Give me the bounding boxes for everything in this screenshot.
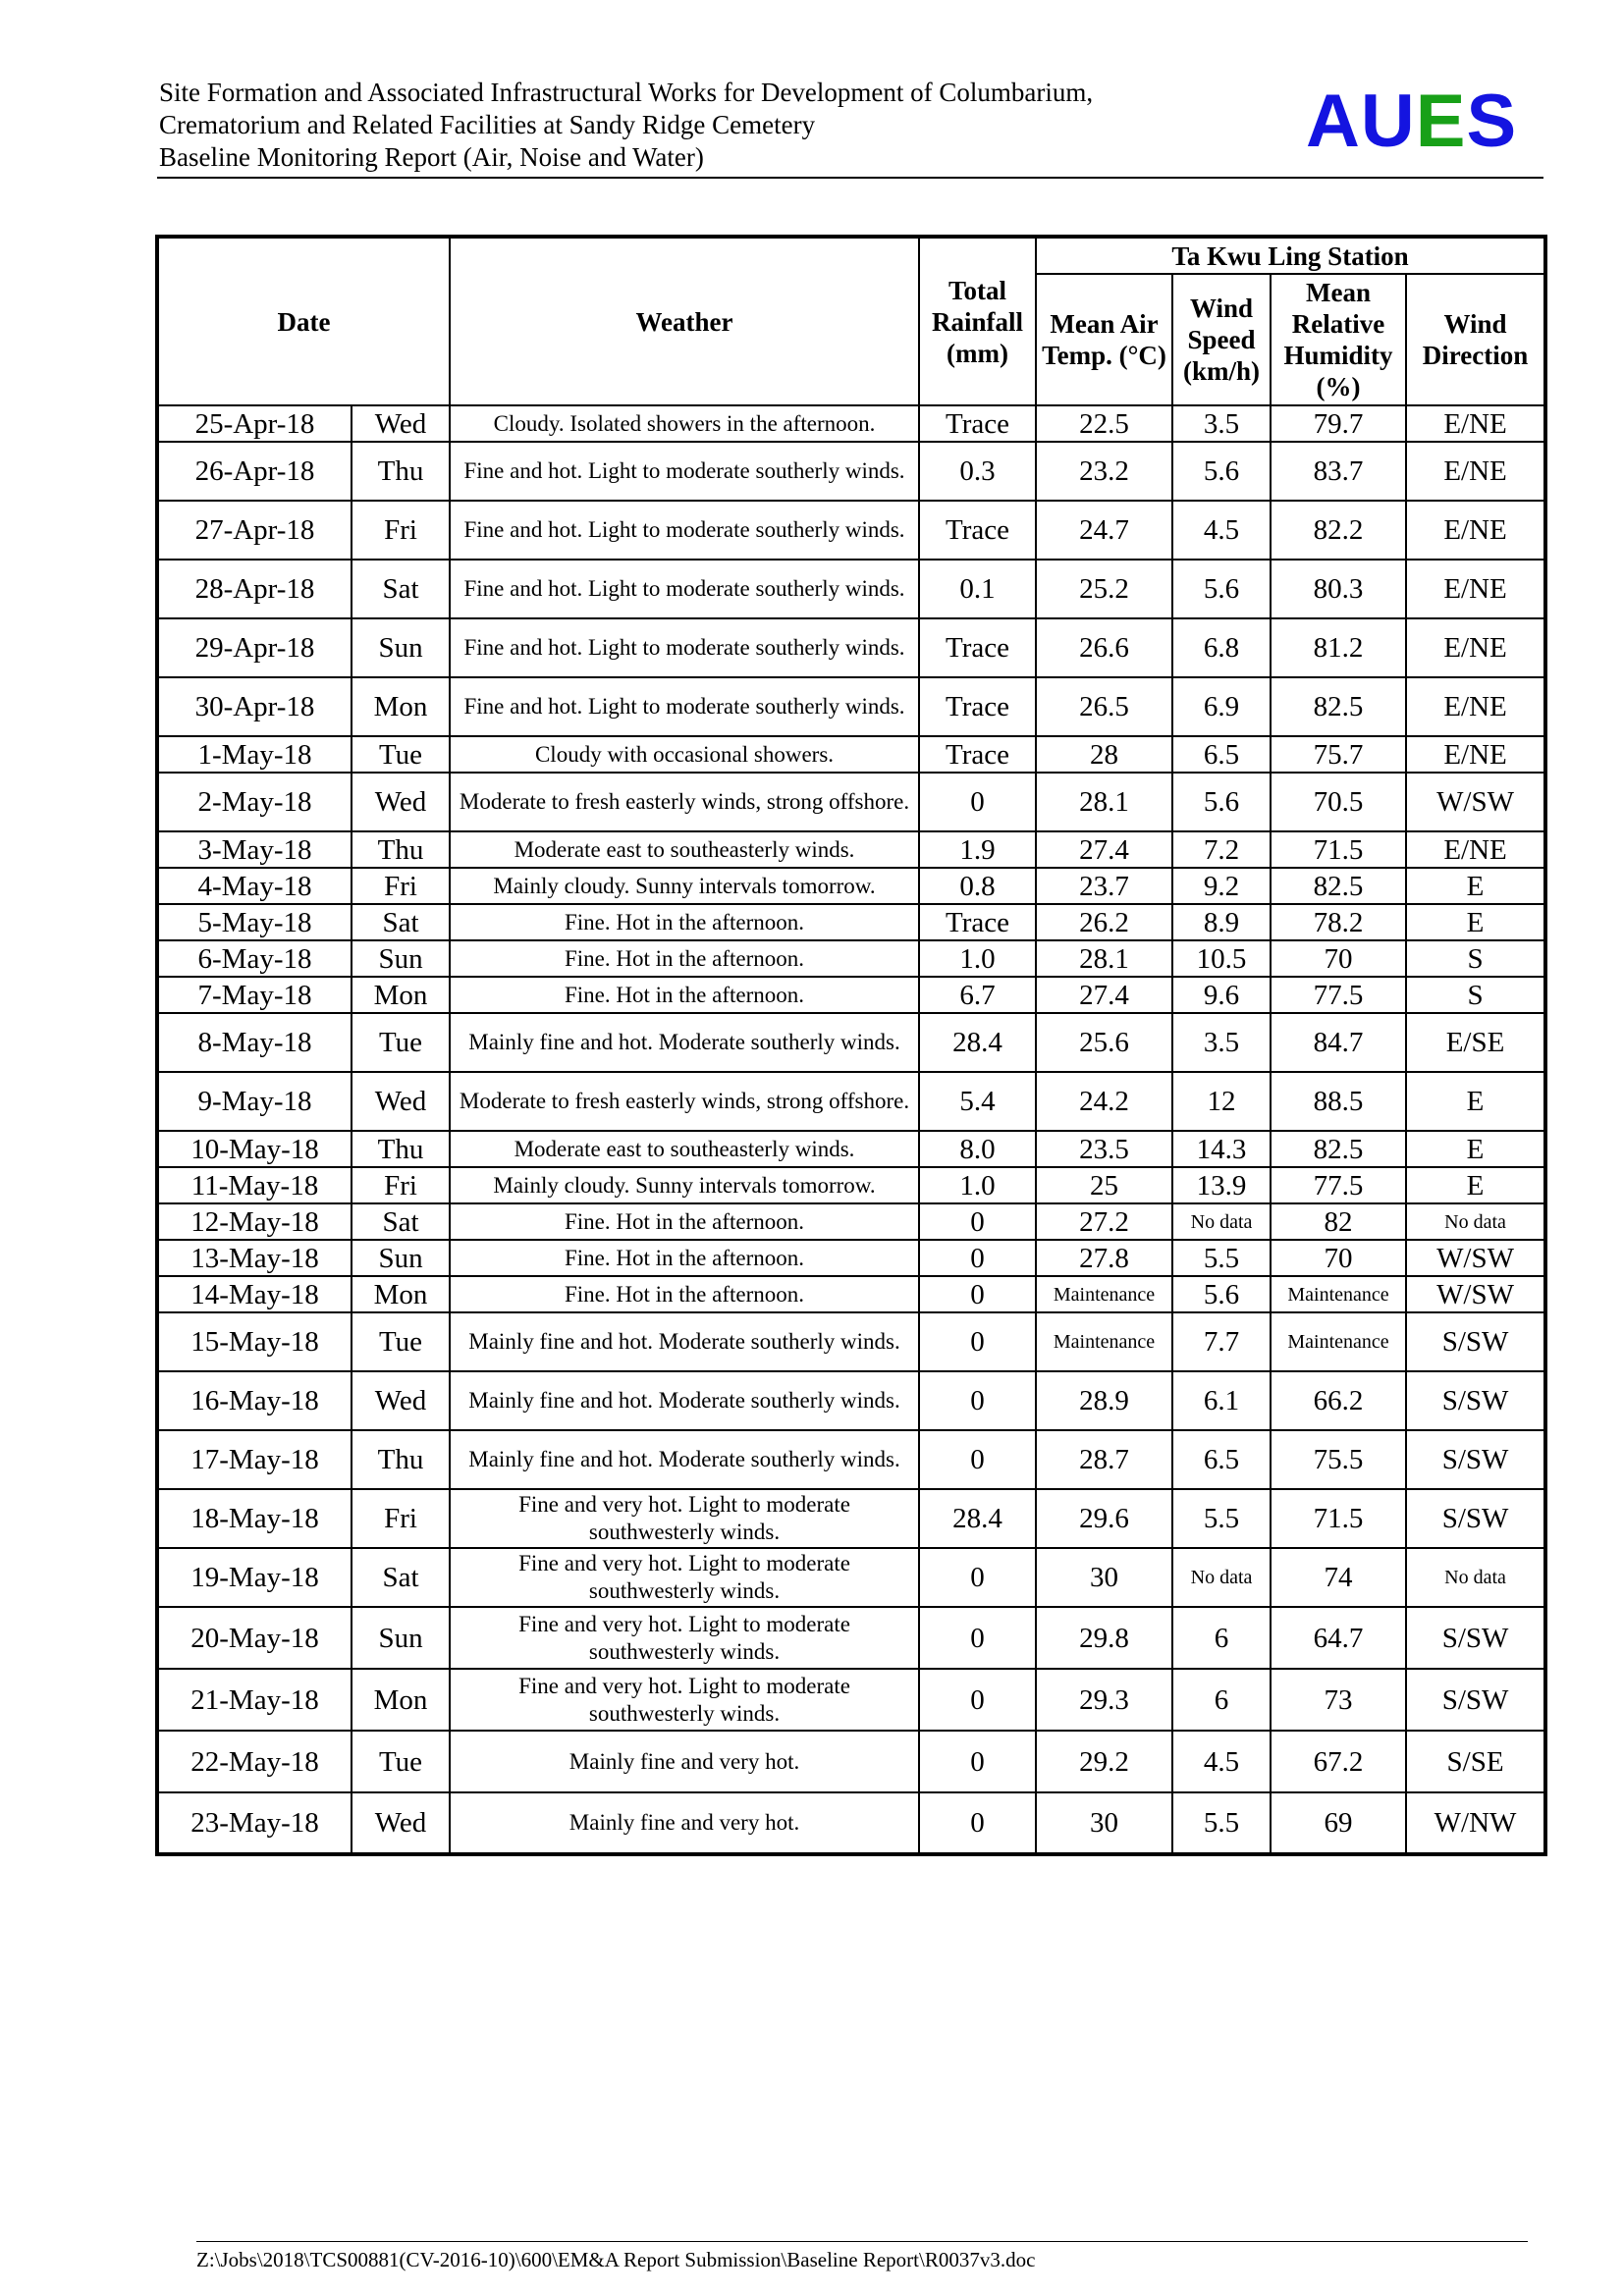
- day-cell: Tue: [352, 1312, 450, 1371]
- table-row: [157, 1312, 1545, 1371]
- header-title-line-1: Site Formation and Associated Infrastructural Works for Development of Columbarium,: [159, 78, 1094, 107]
- temp-cell: 23.2: [1036, 442, 1172, 501]
- table-row: [157, 904, 1545, 940]
- rainfall-cell: 1.0: [919, 1167, 1036, 1203]
- table-row: [157, 618, 1545, 677]
- table-row: [157, 1167, 1545, 1203]
- date-cell: 3-May-18: [157, 831, 352, 868]
- weather-cell: Fine and very hot. Light to moderate southwesterly winds.: [450, 1607, 919, 1669]
- header-wind-speed: Wind Speed (km/h): [1172, 274, 1271, 405]
- humidity-cell: 77.5: [1271, 977, 1406, 1013]
- rainfall-cell: 0: [919, 1312, 1036, 1371]
- wind-direction-cell: E/NE: [1406, 831, 1545, 868]
- temp-cell: 26.6: [1036, 618, 1172, 677]
- wind-direction-cell: E: [1406, 1072, 1545, 1131]
- date-cell: 22-May-18: [157, 1731, 352, 1792]
- logo-part-2: E: [1415, 80, 1467, 163]
- day-cell: Mon: [352, 1669, 450, 1731]
- table-row: [157, 1131, 1545, 1167]
- header-wind-direction: Wind Direction: [1406, 274, 1545, 405]
- humidity-cell: 70: [1271, 940, 1406, 977]
- temp-cell: 29.3: [1036, 1669, 1172, 1731]
- date-cell: 20-May-18: [157, 1607, 352, 1669]
- wind-speed-cell: 4.5: [1172, 1731, 1271, 1792]
- table-row: [157, 1072, 1545, 1131]
- day-cell: Sun: [352, 1607, 450, 1669]
- weather-cell: Mainly fine and hot. Moderate southerly winds.: [450, 1312, 919, 1371]
- wind-speed-cell: 9.2: [1172, 868, 1271, 904]
- rainfall-cell: 28.4: [919, 1489, 1036, 1548]
- wind-speed-cell: 5.6: [1172, 442, 1271, 501]
- weather-cell: Fine. Hot in the afternoon.: [450, 940, 919, 977]
- table-row: [157, 831, 1545, 868]
- rainfall-cell: 8.0: [919, 1131, 1036, 1167]
- temp-cell: 25: [1036, 1167, 1172, 1203]
- rainfall-cell: 6.7: [919, 977, 1036, 1013]
- wind-direction-cell: E/NE: [1406, 736, 1545, 773]
- weather-cell: Mainly cloudy. Sunny intervals tomorrow.: [450, 1167, 919, 1203]
- table-row: [157, 1240, 1545, 1276]
- temp-cell: 24.2: [1036, 1072, 1172, 1131]
- temp-cell: 29.6: [1036, 1489, 1172, 1548]
- rainfall-cell: Trace: [919, 618, 1036, 677]
- date-cell: 4-May-18: [157, 868, 352, 904]
- date-cell: 2-May-18: [157, 773, 352, 831]
- temp-cell: 28.7: [1036, 1430, 1172, 1489]
- header-title-line-3: Baseline Monitoring Report (Air, Noise and Water): [159, 142, 704, 172]
- humidity-cell: 82.2: [1271, 501, 1406, 560]
- wind-speed-cell: 6: [1172, 1607, 1271, 1669]
- day-cell: Thu: [352, 1430, 450, 1489]
- table-row: [157, 1489, 1545, 1548]
- weather-cell: Fine. Hot in the afternoon.: [450, 1240, 919, 1276]
- temp-cell: 29.2: [1036, 1731, 1172, 1792]
- date-cell: 9-May-18: [157, 1072, 352, 1131]
- aues-logo: [1306, 80, 1518, 163]
- humidity-cell: 74: [1271, 1548, 1406, 1607]
- wind-direction-cell: S: [1406, 940, 1545, 977]
- humidity-cell: 73: [1271, 1669, 1406, 1731]
- temp-cell: 27.8: [1036, 1240, 1172, 1276]
- weather-cell: Fine and hot. Light to moderate southerly winds.: [450, 501, 919, 560]
- humidity-cell: 82.5: [1271, 1131, 1406, 1167]
- wind-speed-cell: 12: [1172, 1072, 1271, 1131]
- rainfall-cell: 0: [919, 1731, 1036, 1792]
- wind-speed-cell: 5.6: [1172, 1276, 1271, 1312]
- rainfall-cell: Trace: [919, 904, 1036, 940]
- wind-direction-cell: E/SE: [1406, 1013, 1545, 1072]
- table-row: [157, 1792, 1545, 1854]
- temp-cell: 27.4: [1036, 977, 1172, 1013]
- logo-part-3: S: [1466, 80, 1518, 163]
- wind-direction-cell: E/NE: [1406, 442, 1545, 501]
- temp-cell: 23.7: [1036, 868, 1172, 904]
- wind-direction-cell: W/SW: [1406, 1240, 1545, 1276]
- weather-cell: Fine. Hot in the afternoon.: [450, 977, 919, 1013]
- day-cell: Thu: [352, 1131, 450, 1167]
- header-station: Ta Kwu Ling Station: [1036, 237, 1545, 274]
- weather-cell: Fine. Hot in the afternoon.: [450, 1276, 919, 1312]
- rainfall-cell: 0: [919, 1607, 1036, 1669]
- weather-cell: Fine and hot. Light to moderate southerly winds.: [450, 442, 919, 501]
- rainfall-cell: 1.9: [919, 831, 1036, 868]
- wind-speed-cell: 5.5: [1172, 1489, 1271, 1548]
- wind-direction-cell: S/SW: [1406, 1669, 1545, 1731]
- wind-speed-cell: 13.9: [1172, 1167, 1271, 1203]
- wind-direction-cell: W/NW: [1406, 1792, 1545, 1854]
- wind-direction-cell: S: [1406, 977, 1545, 1013]
- day-cell: Sun: [352, 1240, 450, 1276]
- humidity-cell: 79.7: [1271, 405, 1406, 442]
- humidity-cell: 69: [1271, 1792, 1406, 1854]
- table-row: [157, 940, 1545, 977]
- day-cell: Mon: [352, 977, 450, 1013]
- date-cell: 19-May-18: [157, 1548, 352, 1607]
- wind-direction-cell: E/NE: [1406, 677, 1545, 736]
- day-cell: Fri: [352, 1489, 450, 1548]
- wind-speed-cell: 5.5: [1172, 1792, 1271, 1854]
- weather-table: [155, 235, 1547, 1856]
- rainfall-cell: Trace: [919, 405, 1036, 442]
- date-cell: 12-May-18: [157, 1203, 352, 1240]
- wind-speed-cell: 4.5: [1172, 501, 1271, 560]
- day-cell: Wed: [352, 773, 450, 831]
- temp-cell: 25.6: [1036, 1013, 1172, 1072]
- date-cell: 21-May-18: [157, 1669, 352, 1731]
- wind-speed-cell: 8.9: [1172, 904, 1271, 940]
- date-cell: 18-May-18: [157, 1489, 352, 1548]
- date-cell: 26-Apr-18: [157, 442, 352, 501]
- date-cell: 8-May-18: [157, 1013, 352, 1072]
- table-row: [157, 405, 1545, 442]
- temp-cell: 28.9: [1036, 1371, 1172, 1430]
- wind-speed-cell: 7.7: [1172, 1312, 1271, 1371]
- wind-direction-cell: E/NE: [1406, 501, 1545, 560]
- weather-cell: Fine and very hot. Light to moderate southwesterly winds.: [450, 1489, 919, 1548]
- humidity-cell: 75.7: [1271, 736, 1406, 773]
- table-row: [157, 977, 1545, 1013]
- header-temp: Mean Air Temp. (°C): [1036, 274, 1172, 405]
- wind-speed-cell: 14.3: [1172, 1131, 1271, 1167]
- humidity-cell: 66.2: [1271, 1371, 1406, 1430]
- wind-speed-cell: No data: [1172, 1203, 1271, 1240]
- date-cell: 14-May-18: [157, 1276, 352, 1312]
- humidity-cell: 81.2: [1271, 618, 1406, 677]
- humidity-cell: 88.5: [1271, 1072, 1406, 1131]
- rainfall-cell: 0: [919, 1792, 1036, 1854]
- date-cell: 28-Apr-18: [157, 560, 352, 618]
- wind-speed-cell: 6: [1172, 1669, 1271, 1731]
- rainfall-cell: 0: [919, 773, 1036, 831]
- temp-cell: 22.5: [1036, 405, 1172, 442]
- rainfall-cell: 0.8: [919, 868, 1036, 904]
- temp-cell: 25.2: [1036, 560, 1172, 618]
- wind-direction-cell: E/NE: [1406, 618, 1545, 677]
- table-row: [157, 560, 1545, 618]
- date-cell: 5-May-18: [157, 904, 352, 940]
- weather-cell: Fine. Hot in the afternoon.: [450, 1203, 919, 1240]
- wind-direction-cell: E: [1406, 1167, 1545, 1203]
- temp-cell: 29.8: [1036, 1607, 1172, 1669]
- table-row: [157, 442, 1545, 501]
- humidity-cell: 82.5: [1271, 868, 1406, 904]
- temp-cell: Maintenance: [1036, 1312, 1172, 1371]
- table-row: [157, 677, 1545, 736]
- day-cell: Tue: [352, 736, 450, 773]
- date-cell: 25-Apr-18: [157, 405, 352, 442]
- table-row: [157, 1548, 1545, 1607]
- temp-cell: 23.5: [1036, 1131, 1172, 1167]
- humidity-cell: 71.5: [1271, 831, 1406, 868]
- date-cell: 10-May-18: [157, 1131, 352, 1167]
- day-cell: Sun: [352, 940, 450, 977]
- day-cell: Wed: [352, 405, 450, 442]
- temp-cell: Maintenance: [1036, 1276, 1172, 1312]
- rainfall-cell: 0: [919, 1203, 1036, 1240]
- weather-cell: Moderate east to southeasterly winds.: [450, 1131, 919, 1167]
- header-humidity: Mean Relative Humidity (%): [1271, 274, 1406, 405]
- temp-cell: 26.5: [1036, 677, 1172, 736]
- wind-speed-cell: 9.6: [1172, 977, 1271, 1013]
- day-cell: Thu: [352, 831, 450, 868]
- wind-direction-cell: No data: [1406, 1203, 1545, 1240]
- weather-cell: Mainly fine and hot. Moderate southerly winds.: [450, 1371, 919, 1430]
- wind-speed-cell: 6.5: [1172, 1430, 1271, 1489]
- date-cell: 17-May-18: [157, 1430, 352, 1489]
- temp-cell: 26.2: [1036, 904, 1172, 940]
- day-cell: Wed: [352, 1371, 450, 1430]
- header-divider: [157, 177, 1543, 179]
- table-row: [157, 1607, 1545, 1669]
- table-row: [157, 501, 1545, 560]
- day-cell: Fri: [352, 1167, 450, 1203]
- wind-speed-cell: 5.5: [1172, 1240, 1271, 1276]
- header-weather: Weather: [450, 237, 919, 405]
- rainfall-cell: 0: [919, 1371, 1036, 1430]
- table-row: [157, 1371, 1545, 1430]
- wind-direction-cell: E/NE: [1406, 560, 1545, 618]
- humidity-cell: 80.3: [1271, 560, 1406, 618]
- humidity-cell: 77.5: [1271, 1167, 1406, 1203]
- weather-cell: Mainly fine and hot. Moderate southerly winds.: [450, 1013, 919, 1072]
- table-row: [157, 1013, 1545, 1072]
- date-cell: 7-May-18: [157, 977, 352, 1013]
- wind-direction-cell: No data: [1406, 1548, 1545, 1607]
- wind-speed-cell: 10.5: [1172, 940, 1271, 977]
- temp-cell: 27.2: [1036, 1203, 1172, 1240]
- header-date: Date: [157, 237, 450, 405]
- rainfall-cell: 0.1: [919, 560, 1036, 618]
- humidity-cell: 64.7: [1271, 1607, 1406, 1669]
- rainfall-cell: 5.4: [919, 1072, 1036, 1131]
- table-body: [157, 405, 1545, 1854]
- day-cell: Mon: [352, 677, 450, 736]
- date-cell: 27-Apr-18: [157, 501, 352, 560]
- footer-file-path: Z:\Jobs\2018\TCS00881(CV-2016-10)\600\EM&A Report Submission\Baseline Report\R0037v3.doc: [196, 2248, 1036, 2271]
- rainfall-cell: 0: [919, 1669, 1036, 1731]
- wind-direction-cell: E: [1406, 1131, 1545, 1167]
- day-cell: Fri: [352, 501, 450, 560]
- date-cell: 30-Apr-18: [157, 677, 352, 736]
- header-title-line-2: Crematorium and Related Facilities at Sandy Ridge Cemetery: [159, 110, 816, 139]
- weather-cell: Fine. Hot in the afternoon.: [450, 904, 919, 940]
- wind-speed-cell: 3.5: [1172, 405, 1271, 442]
- weather-cell: Moderate to fresh easterly winds, strong offshore.: [450, 773, 919, 831]
- logo-part-1: AU: [1306, 80, 1416, 163]
- humidity-cell: 84.7: [1271, 1013, 1406, 1072]
- wind-speed-cell: 6.1: [1172, 1371, 1271, 1430]
- temp-cell: 28.1: [1036, 940, 1172, 977]
- day-cell: Mon: [352, 1276, 450, 1312]
- rainfall-cell: Trace: [919, 501, 1036, 560]
- wind-direction-cell: S/SW: [1406, 1312, 1545, 1371]
- date-cell: 15-May-18: [157, 1312, 352, 1371]
- date-cell: 29-Apr-18: [157, 618, 352, 677]
- weather-cell: Fine and hot. Light to moderate southerly winds.: [450, 560, 919, 618]
- temp-cell: 30: [1036, 1548, 1172, 1607]
- day-cell: Sat: [352, 1203, 450, 1240]
- wind-direction-cell: E: [1406, 868, 1545, 904]
- table-row: [157, 1430, 1545, 1489]
- day-cell: Sat: [352, 904, 450, 940]
- rainfall-cell: 0: [919, 1240, 1036, 1276]
- rainfall-cell: Trace: [919, 677, 1036, 736]
- table-row: [157, 1669, 1545, 1731]
- day-cell: Sat: [352, 560, 450, 618]
- wind-direction-cell: W/SW: [1406, 1276, 1545, 1312]
- weather-cell: Fine and hot. Light to moderate southerly winds.: [450, 618, 919, 677]
- wind-direction-cell: S/SW: [1406, 1430, 1545, 1489]
- weather-cell: Mainly fine and hot. Moderate southerly winds.: [450, 1430, 919, 1489]
- temp-cell: 28: [1036, 736, 1172, 773]
- wind-direction-cell: S/SW: [1406, 1607, 1545, 1669]
- weather-cell: Cloudy. Isolated showers in the afternoon.: [450, 405, 919, 442]
- weather-cell: Mainly fine and very hot.: [450, 1792, 919, 1854]
- day-cell: Wed: [352, 1072, 450, 1131]
- temp-cell: 28.1: [1036, 773, 1172, 831]
- weather-cell: Cloudy with occasional showers.: [450, 736, 919, 773]
- rainfall-cell: 0: [919, 1430, 1036, 1489]
- temp-cell: 24.7: [1036, 501, 1172, 560]
- table-row: [157, 1203, 1545, 1240]
- rainfall-cell: 28.4: [919, 1013, 1036, 1072]
- wind-speed-cell: 6.8: [1172, 618, 1271, 677]
- wind-direction-cell: W/SW: [1406, 773, 1545, 831]
- rainfall-cell: 0: [919, 1276, 1036, 1312]
- day-cell: Wed: [352, 1792, 450, 1854]
- rainfall-cell: Trace: [919, 736, 1036, 773]
- weather-cell: Moderate to fresh easterly winds, strong offshore.: [450, 1072, 919, 1131]
- humidity-cell: 70.5: [1271, 773, 1406, 831]
- humidity-cell: 82: [1271, 1203, 1406, 1240]
- wind-speed-cell: 5.6: [1172, 560, 1271, 618]
- humidity-cell: 75.5: [1271, 1430, 1406, 1489]
- weather-cell: Fine and very hot. Light to moderate southwesterly winds.: [450, 1669, 919, 1731]
- table-row: [157, 1731, 1545, 1792]
- rainfall-cell: 1.0: [919, 940, 1036, 977]
- temp-cell: 27.4: [1036, 831, 1172, 868]
- wind-speed-cell: 6.5: [1172, 736, 1271, 773]
- humidity-cell: 67.2: [1271, 1731, 1406, 1792]
- footer-divider: [196, 2241, 1528, 2242]
- wind-direction-cell: S/SE: [1406, 1731, 1545, 1792]
- day-cell: Fri: [352, 868, 450, 904]
- wind-direction-cell: E: [1406, 904, 1545, 940]
- date-cell: 11-May-18: [157, 1167, 352, 1203]
- date-cell: 16-May-18: [157, 1371, 352, 1430]
- day-cell: Sun: [352, 618, 450, 677]
- day-cell: Tue: [352, 1013, 450, 1072]
- wind-speed-cell: No data: [1172, 1548, 1271, 1607]
- weather-cell: Moderate east to southeasterly winds.: [450, 831, 919, 868]
- date-cell: 23-May-18: [157, 1792, 352, 1854]
- weather-cell: Fine and very hot. Light to moderate southwesterly winds.: [450, 1548, 919, 1607]
- date-cell: 13-May-18: [157, 1240, 352, 1276]
- humidity-cell: 83.7: [1271, 442, 1406, 501]
- humidity-cell: 82.5: [1271, 677, 1406, 736]
- weather-cell: Fine and hot. Light to moderate southerly winds.: [450, 677, 919, 736]
- date-cell: 1-May-18: [157, 736, 352, 773]
- weather-cell: Mainly cloudy. Sunny intervals tomorrow.: [450, 868, 919, 904]
- humidity-cell: Maintenance: [1271, 1312, 1406, 1371]
- humidity-cell: 70: [1271, 1240, 1406, 1276]
- wind-speed-cell: 3.5: [1172, 1013, 1271, 1072]
- wind-speed-cell: 6.9: [1172, 677, 1271, 736]
- humidity-cell: 71.5: [1271, 1489, 1406, 1548]
- humidity-cell: Maintenance: [1271, 1276, 1406, 1312]
- date-cell: 6-May-18: [157, 940, 352, 977]
- wind-direction-cell: S/SW: [1406, 1371, 1545, 1430]
- rainfall-cell: 0: [919, 1548, 1036, 1607]
- wind-speed-cell: 7.2: [1172, 831, 1271, 868]
- table-row: [157, 736, 1545, 773]
- day-cell: Tue: [352, 1731, 450, 1792]
- weather-cell: Mainly fine and very hot.: [450, 1731, 919, 1792]
- rainfall-cell: 0.3: [919, 442, 1036, 501]
- wind-direction-cell: S/SW: [1406, 1489, 1545, 1548]
- wind-speed-cell: 5.6: [1172, 773, 1271, 831]
- wind-direction-cell: E/NE: [1406, 405, 1545, 442]
- header-rainfall: Total Rainfall (mm): [919, 237, 1036, 405]
- humidity-cell: 78.2: [1271, 904, 1406, 940]
- table-row: [157, 773, 1545, 831]
- temp-cell: 30: [1036, 1792, 1172, 1854]
- table-row: [157, 1276, 1545, 1312]
- table-row: [157, 868, 1545, 904]
- day-cell: Sat: [352, 1548, 450, 1607]
- day-cell: Thu: [352, 442, 450, 501]
